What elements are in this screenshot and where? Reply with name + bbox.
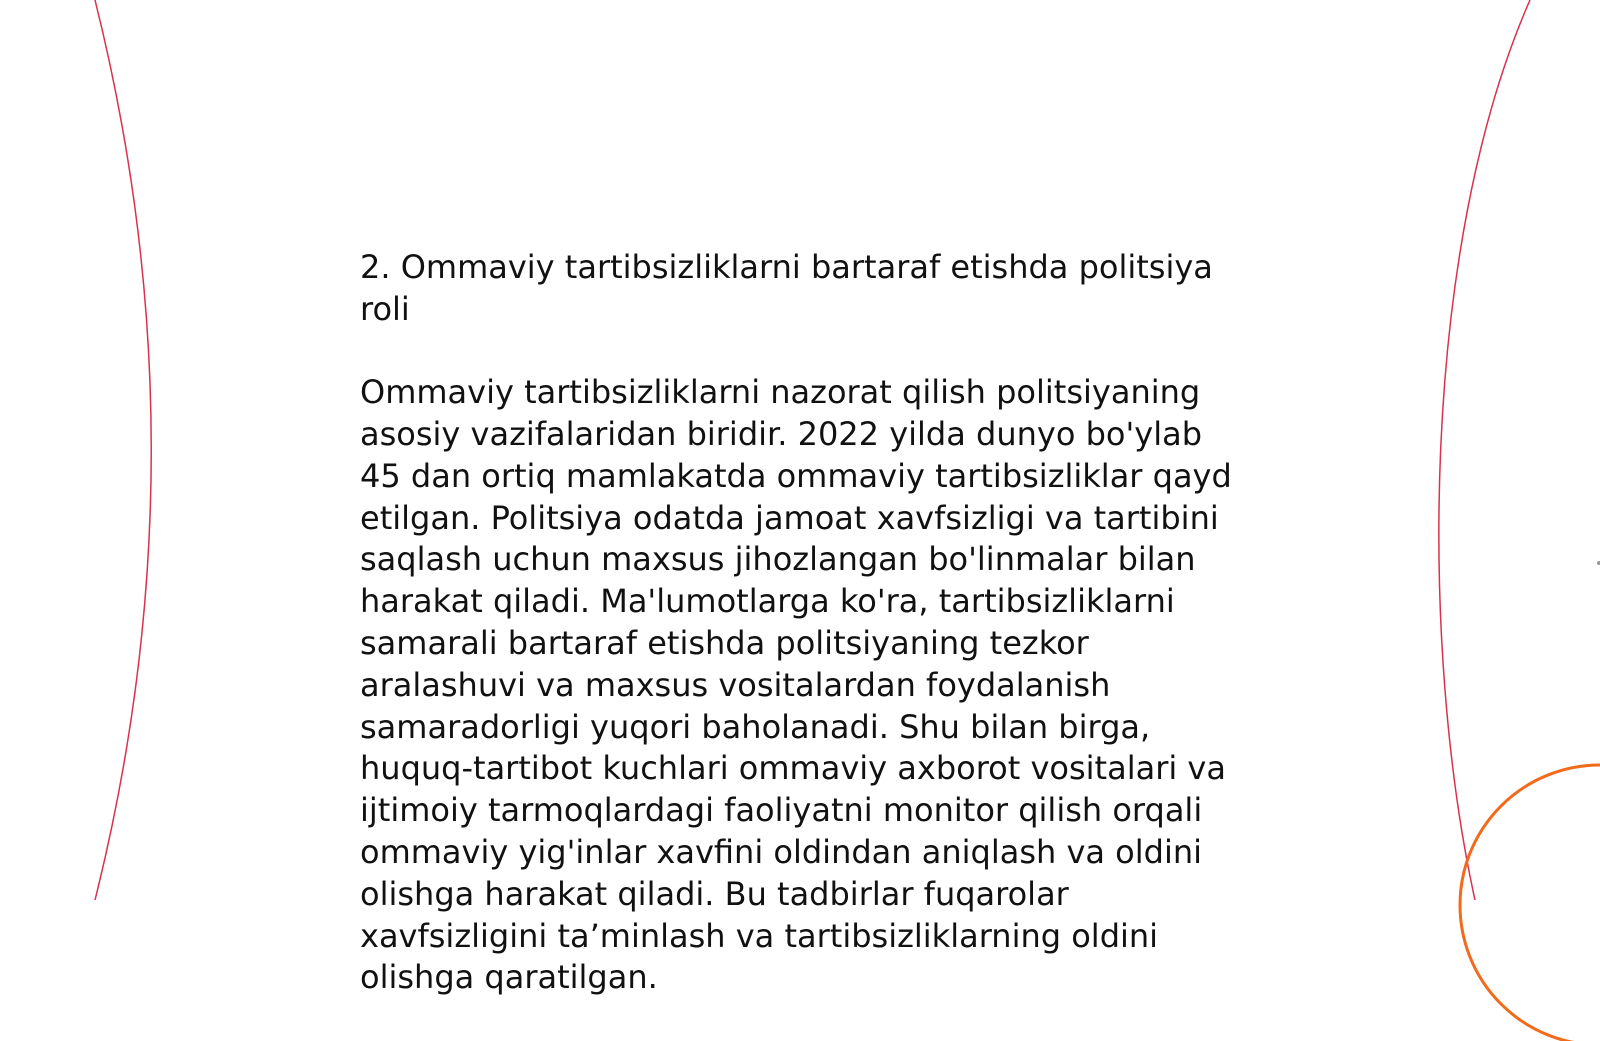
left-arc [95, 0, 151, 900]
slide-body: Ommaviy tartibsizliklarni nazorat qilish politsiyaning asosiy vazifalaridan biridir. 2022 yilda dunyo bo'ylab 45 dan ortiq mamlakatda ommaviy tartibsizliklar qayd etilgan. Politsiya odatda jamoat xavfsizligi va tartibini saqlash uchun maxsus jihozlangan bo'linmalar bilan harakat qiladi. Ma'lumotlarga ko'ra, tartibsizliklarni samarali bartaraf etishda politsiyaning tezkor aralashuvi va maxsus vositalardan foydalanish samaradorligi yuqori baholanadi. Shu bilan birga, huquq-tartibot kuchlari ommaviy axborot vositalari va ijtimoiy tarmoqlardagi faoliyatni monitor qilish orqali ommaviy yig'inlar xavfini oldindan aniqlash va oldini olishga harakat qiladi. Bu tadbirlar fuqarolar xavfsizligini ta’minlash va tartibsizliklarning oldini olishga qaratilgan. [360, 373, 1232, 997]
slide-text [360, 205, 1260, 1041]
slide-heading: 2. Ommaviy tartibsizliklarni bartaraf etishda politsiya roli [360, 247, 1213, 328]
right-arc [1439, 0, 1530, 900]
orange-circle [1460, 765, 1600, 1041]
